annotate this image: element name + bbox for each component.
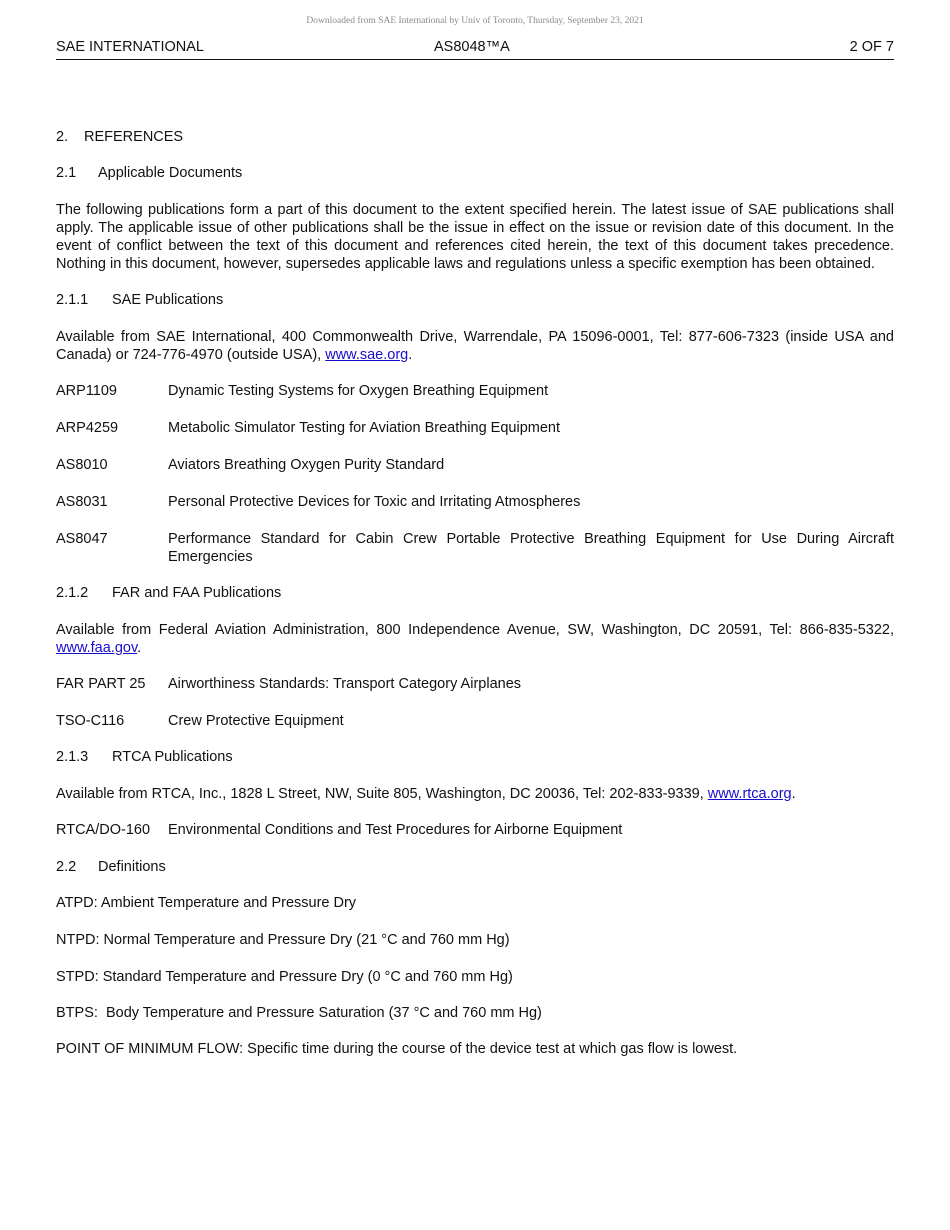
section-2-1-2-heading [56, 584, 894, 602]
definition-point-of-minimum-flow: POINT OF MINIMUM FLOW: Specific time during the course of the device test at which gas flow is lowest. [56, 1041, 738, 1057]
reference-code: FAR PART 25 [56, 676, 146, 692]
faa-website-link[interactable]: www.faa.gov [56, 640, 138, 656]
sae-website-link[interactable]: www.sae.org [325, 347, 409, 363]
reference-title: Aviators Breathing Oxygen Purity Standard [168, 457, 445, 473]
reference-code: ARP4259 [56, 420, 119, 436]
reference-code: AS8047 [56, 531, 108, 547]
document-body [56, 128, 894, 1058]
reference-code: TSO-C116 [56, 713, 125, 729]
section-2-2-heading [56, 858, 894, 876]
reference-far-part-25 [56, 675, 894, 693]
definition-btps: BTPS: Body Temperature and Pressure Saturation (37 °C and 760 mm Hg) [56, 1005, 542, 1021]
applicable-documents-paragraph: The following publications form a part of this document to the extent specified herein. The latest issue of SAE publications shall apply. The applicable issue of other publications shall be the issue in effect on the issue or revision date of this document. In the event of conflict between the text of this document and references cited herein, the text of this document takes precedence. Nothing in this document, however, supersedes applicable laws and regulations unless a specific exemption has been obtained. [56, 202, 894, 272]
section-2-1-3-heading [56, 748, 894, 766]
reference-tso-c116 [56, 712, 894, 730]
section-number: 2.1.2 [56, 585, 89, 601]
section-number: 2.1.3 [56, 749, 89, 765]
section-number: 2.1.1 [56, 292, 89, 308]
section-title: Applicable Documents [98, 165, 243, 181]
reference-arp1109 [56, 382, 894, 400]
period: . [408, 347, 413, 363]
reference-title: Performance Standard for Cabin Crew Portable Protective Breathing Equipment for Use During Aircraft Emergencies [168, 531, 894, 565]
reference-as8010 [56, 456, 894, 474]
section-number: 2. [56, 129, 69, 145]
reference-code: AS8010 [56, 457, 108, 473]
page-header [56, 38, 894, 60]
rtca-website-link[interactable]: www.rtca.org [707, 786, 792, 802]
section-title: RTCA Publications [112, 749, 233, 765]
section-number: 2.2 [56, 859, 77, 875]
reference-as8047 [56, 530, 894, 566]
definition-atpd: ATPD: Ambient Temperature and Pressure Dry [56, 895, 357, 911]
reference-title: Metabolic Simulator Testing for Aviation Breathing Equipment [168, 420, 560, 436]
reference-as8031 [56, 493, 894, 511]
availability-text: Available from Federal Aviation Administration, 800 Independence Avenue, SW, Washington, DC 20591, Tel: 866-835-5322, [56, 622, 894, 638]
availability-text: Available from RTCA, Inc., 1828 L Street, NW, Suite 805, Washington, DC 20036, Tel: 202-833-9339, [56, 786, 708, 802]
section-title: Definitions [98, 859, 166, 875]
reference-title: Environmental Conditions and Test Procedures for Airborne Equipment [168, 822, 623, 838]
header-document-number: AS8048™A [434, 39, 510, 55]
reference-title: Dynamic Testing Systems for Oxygen Breathing Equipment [168, 383, 549, 399]
reference-arp4259 [56, 419, 894, 437]
header-organization: SAE INTERNATIONAL [56, 39, 204, 55]
faa-availability-paragraph [56, 621, 894, 657]
definition-ntpd: NTPD: Normal Temperature and Pressure Dry (21 °C and 760 mm Hg) [56, 932, 510, 948]
reference-title: Crew Protective Equipment [168, 713, 344, 729]
definition-stpd: STPD: Standard Temperature and Pressure Dry (0 °C and 760 mm Hg) [56, 969, 513, 985]
section-title: SAE Publications [112, 292, 224, 308]
reference-rtca-do-160 [56, 821, 894, 839]
section-title: FAR and FAA Publications [112, 585, 282, 601]
section-title: REFERENCES [84, 129, 184, 145]
period: . [791, 786, 796, 802]
reference-title: Airworthiness Standards: Transport Category Airplanes [168, 676, 522, 692]
section-2-heading [56, 128, 894, 146]
sae-availability-paragraph [56, 328, 894, 364]
section-2-1-heading [56, 164, 894, 182]
section-2-1-1-heading [56, 291, 894, 309]
period: . [137, 640, 142, 656]
header-page-number: 2 OF 7 [849, 39, 894, 55]
rtca-availability-paragraph [56, 785, 894, 803]
reference-title: Personal Protective Devices for Toxic and Irritating Atmospheres [168, 494, 581, 510]
reference-code: RTCA/DO-160 [56, 822, 151, 838]
section-number: 2.1 [56, 165, 77, 181]
reference-code: AS8031 [56, 494, 108, 510]
reference-code: ARP1109 [56, 383, 117, 399]
availability-text: Available from SAE International, 400 Commonwealth Drive, Warrendale, PA 15096-0001, Tel: 877-606-7323 (inside USA and Canada) or 724-776-4970 (outside USA), [56, 329, 894, 363]
download-watermark: Downloaded from SAE International by Univ of Toronto, Thursday, September 23, 2021 [306, 16, 644, 26]
